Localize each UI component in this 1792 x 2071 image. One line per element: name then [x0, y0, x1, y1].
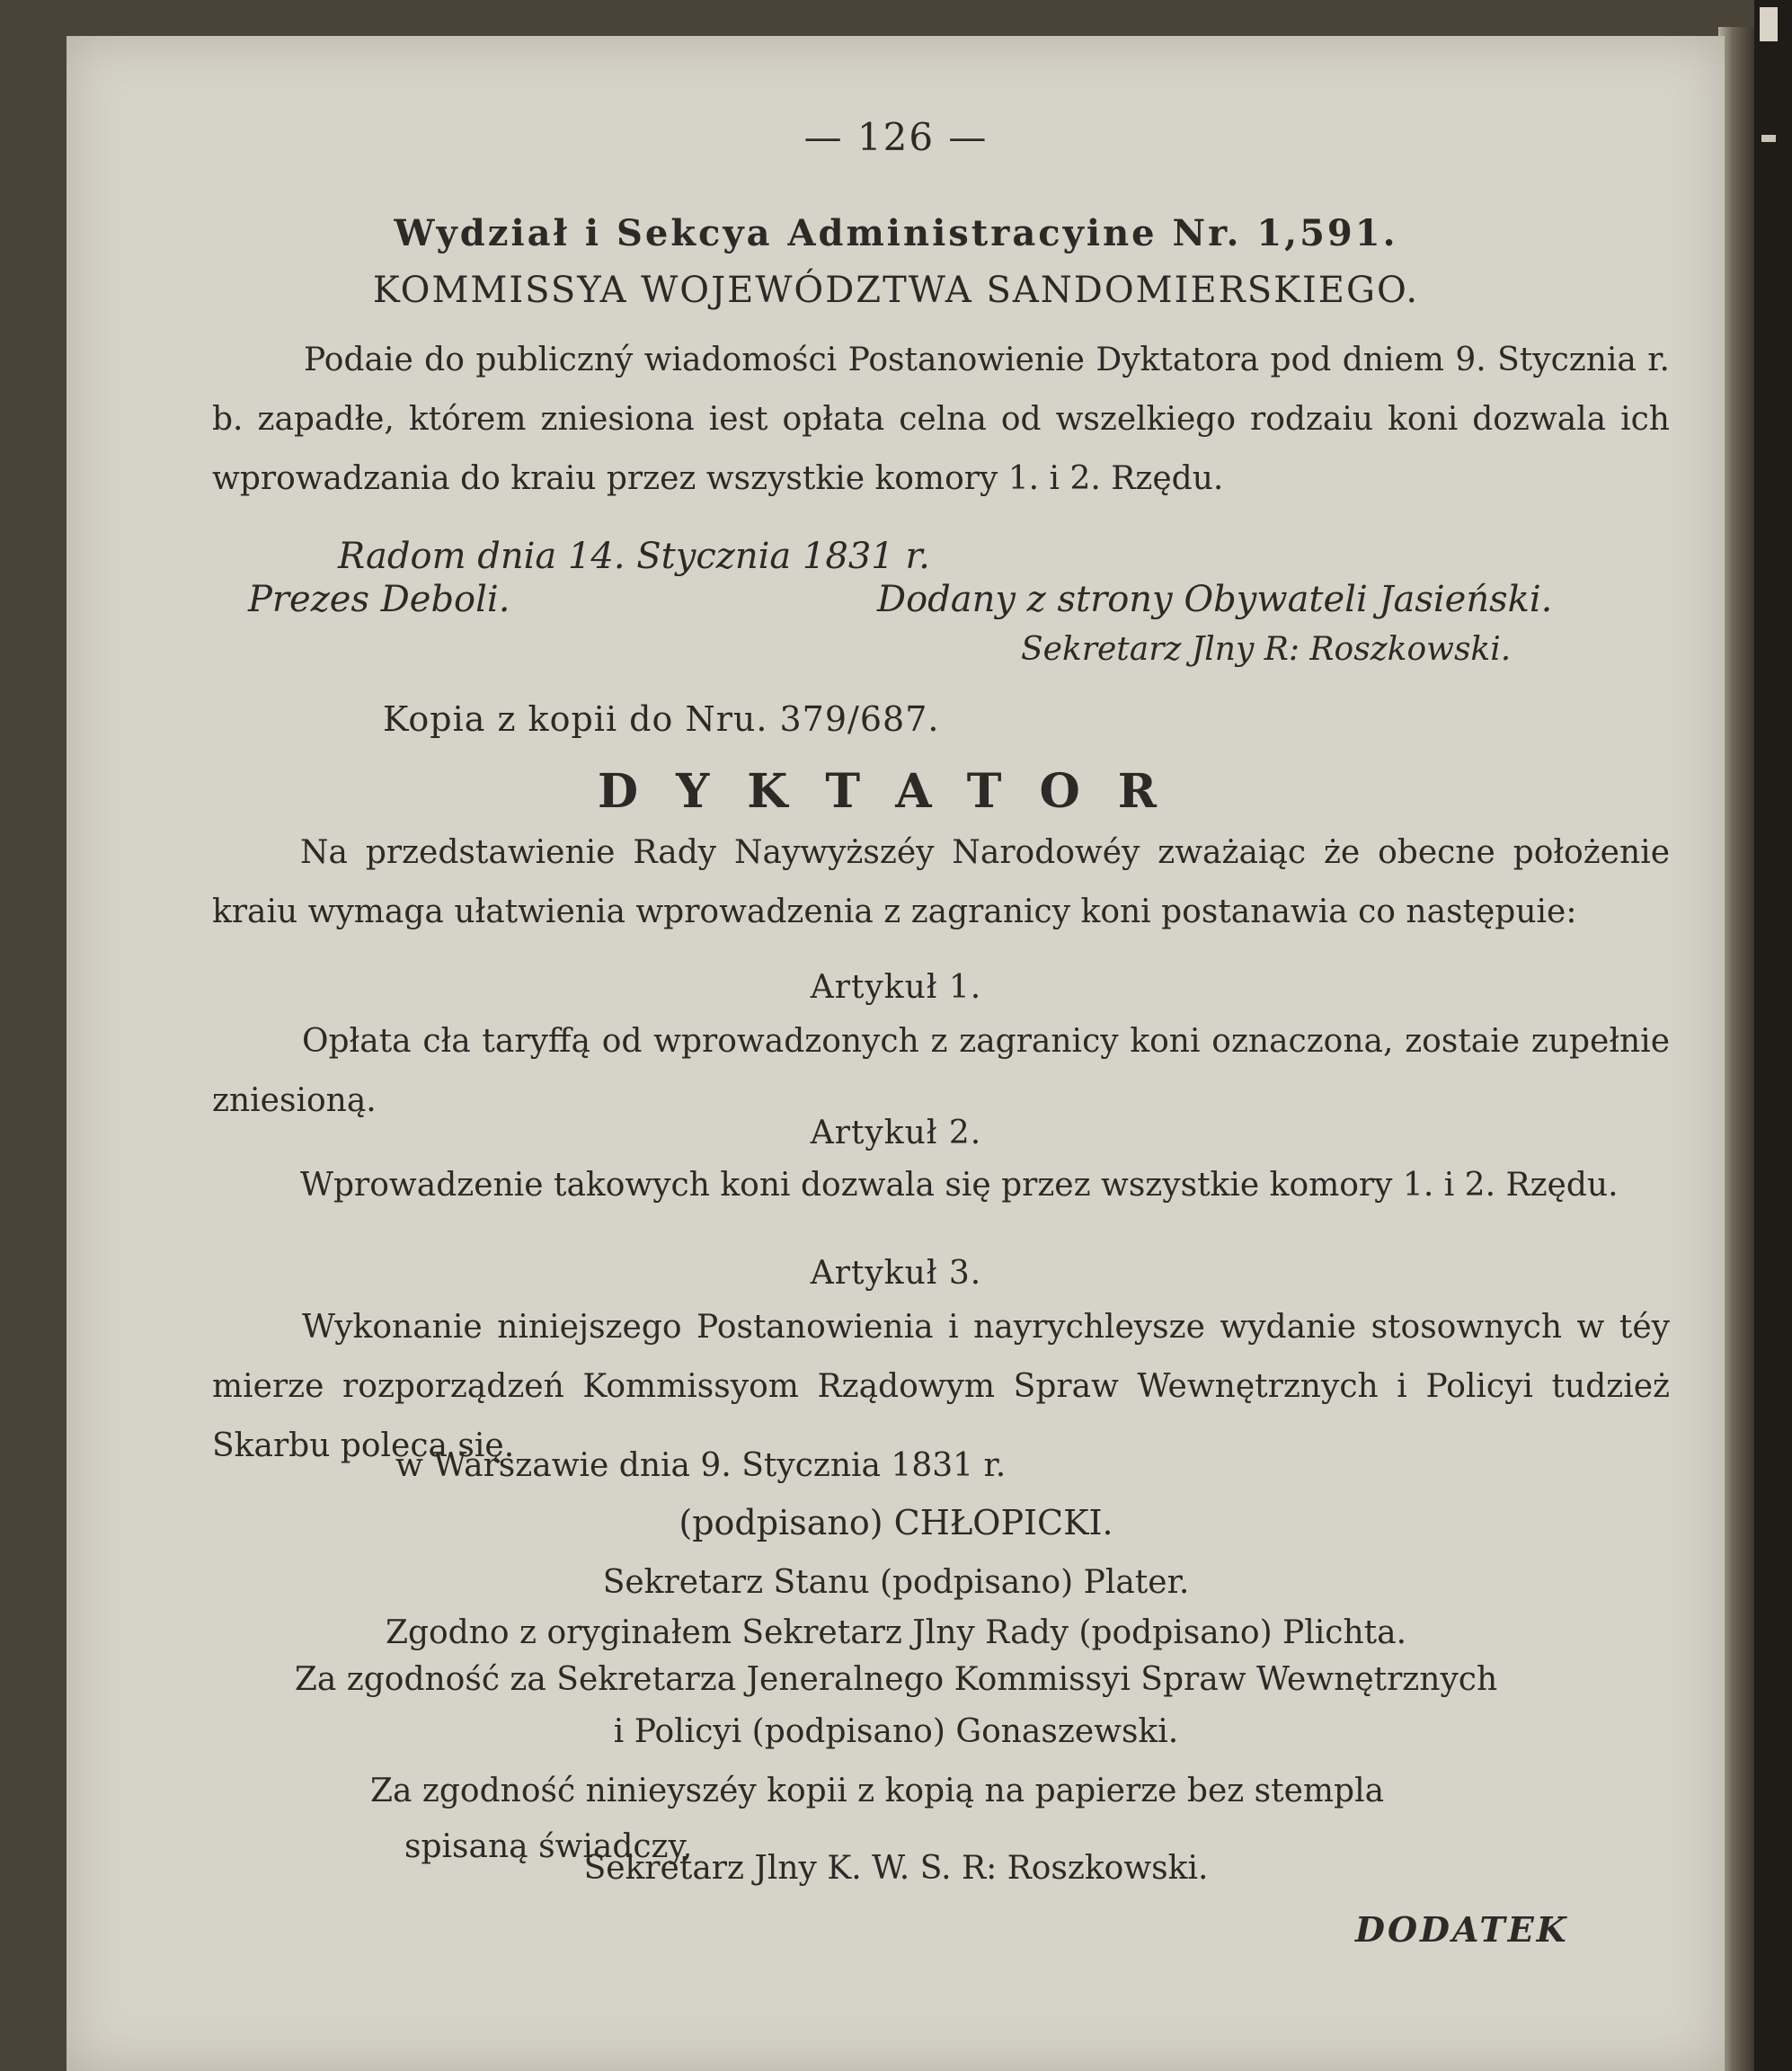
- department-header: Wydział i Sekcya Administracyine Nr. 1,591.: [394, 212, 1398, 254]
- state-secretary-line: Sekretarz Stanu (podpisano) Plater.: [602, 1564, 1190, 1601]
- radom-date: Radom dnia 14. Stycznia 1831 r.: [338, 536, 930, 577]
- conformity-line-2b: i Policyi (podpisano) Gonaszewski.: [613, 1713, 1179, 1750]
- article-1-heading: Artykuł 1.: [810, 969, 982, 1006]
- article-1-text: Opłata cła taryffą od wprowadzonych z zagranicy koni oznaczona, zostaie zupełnie zniesioną.: [212, 1023, 1670, 1119]
- preamble-paragraph: Na przedstawienie Rady Naywyższéy Narodowéy zważaiąc że obecne położenie kraiu wymaga ułatwienia wprowadzenia z zagranicy koni postanawia co następuie:: [212, 834, 1670, 930]
- secretary-signature: Sekretarz Jlny R: Roszkowski.: [1021, 631, 1512, 668]
- dictator-signature: (podpisano) CHŁOPICKI.: [679, 1503, 1113, 1542]
- copy-reference: Kopia z kopii do Nru. 379/687.: [383, 699, 940, 739]
- paper-tab: [1760, 7, 1778, 41]
- decree-title: DYKTATOR: [598, 764, 1194, 819]
- dodany-signature: Dodany z strony Obywateli Jasieński.: [877, 579, 1553, 620]
- commission-header: KOMMISSYA WOJEWÓDZTWA SANDOMIERSKIEGO.: [372, 270, 1420, 311]
- article-2-heading: Artykuł 2.: [810, 1115, 982, 1151]
- conformity-line-3b: spisaną świadczy,: [404, 1828, 693, 1865]
- notice-paragraph: Podaie do publiczný wiadomości Postanowienie Dyktatora pod dniem 9. Stycznia r. b. zapadłe, którem zniesiona iest opłata celna od wszelkiego rodzaiu koni dozwala ich wprowadzania do kraiu przez wszystkie komory 1. i 2. Rzędu.: [212, 342, 1670, 497]
- article-3-heading: Artykuł 3.: [810, 1255, 982, 1292]
- place-date: w Warszawie dnia 9. Stycznia 1831 r.: [395, 1447, 1007, 1484]
- article-3-text: Wykonanie niniejszego Postanowienia i nayrychleysze wydanie stosownych w téy mierze rozporządzeń Kommissyom Rządowym Spraw Wewnętrznych i Policyi tudzież Skarbu poleca się.: [212, 1309, 1670, 1464]
- catchword: DODATEK: [1355, 1909, 1569, 1950]
- article-2-text: Wprowadzenie takowych koni dozwala się przez wszystkie komory 1. i 2. Rzędu.: [300, 1167, 1619, 1204]
- conformity-line-3a: Za zgodność ninieyszéy kopii z kopią na papierze bez stempla: [370, 1773, 1385, 1809]
- page-number: — 126 —: [803, 115, 989, 159]
- conformity-line-1: Zgodno z oryginałem Sekretarz Jlny Rady (podpisano) Plichta.: [385, 1614, 1407, 1651]
- conformity-line-2a: Za zgodność za Sekretarza Jeneralnego Kommissyi Spraw Wewnętrznych: [294, 1661, 1498, 1698]
- final-secretary-line: Sekretarz Jlny K. W. S. R: Roszkowski.: [583, 1850, 1209, 1887]
- prezes-signature: Prezes Deboli.: [248, 579, 510, 620]
